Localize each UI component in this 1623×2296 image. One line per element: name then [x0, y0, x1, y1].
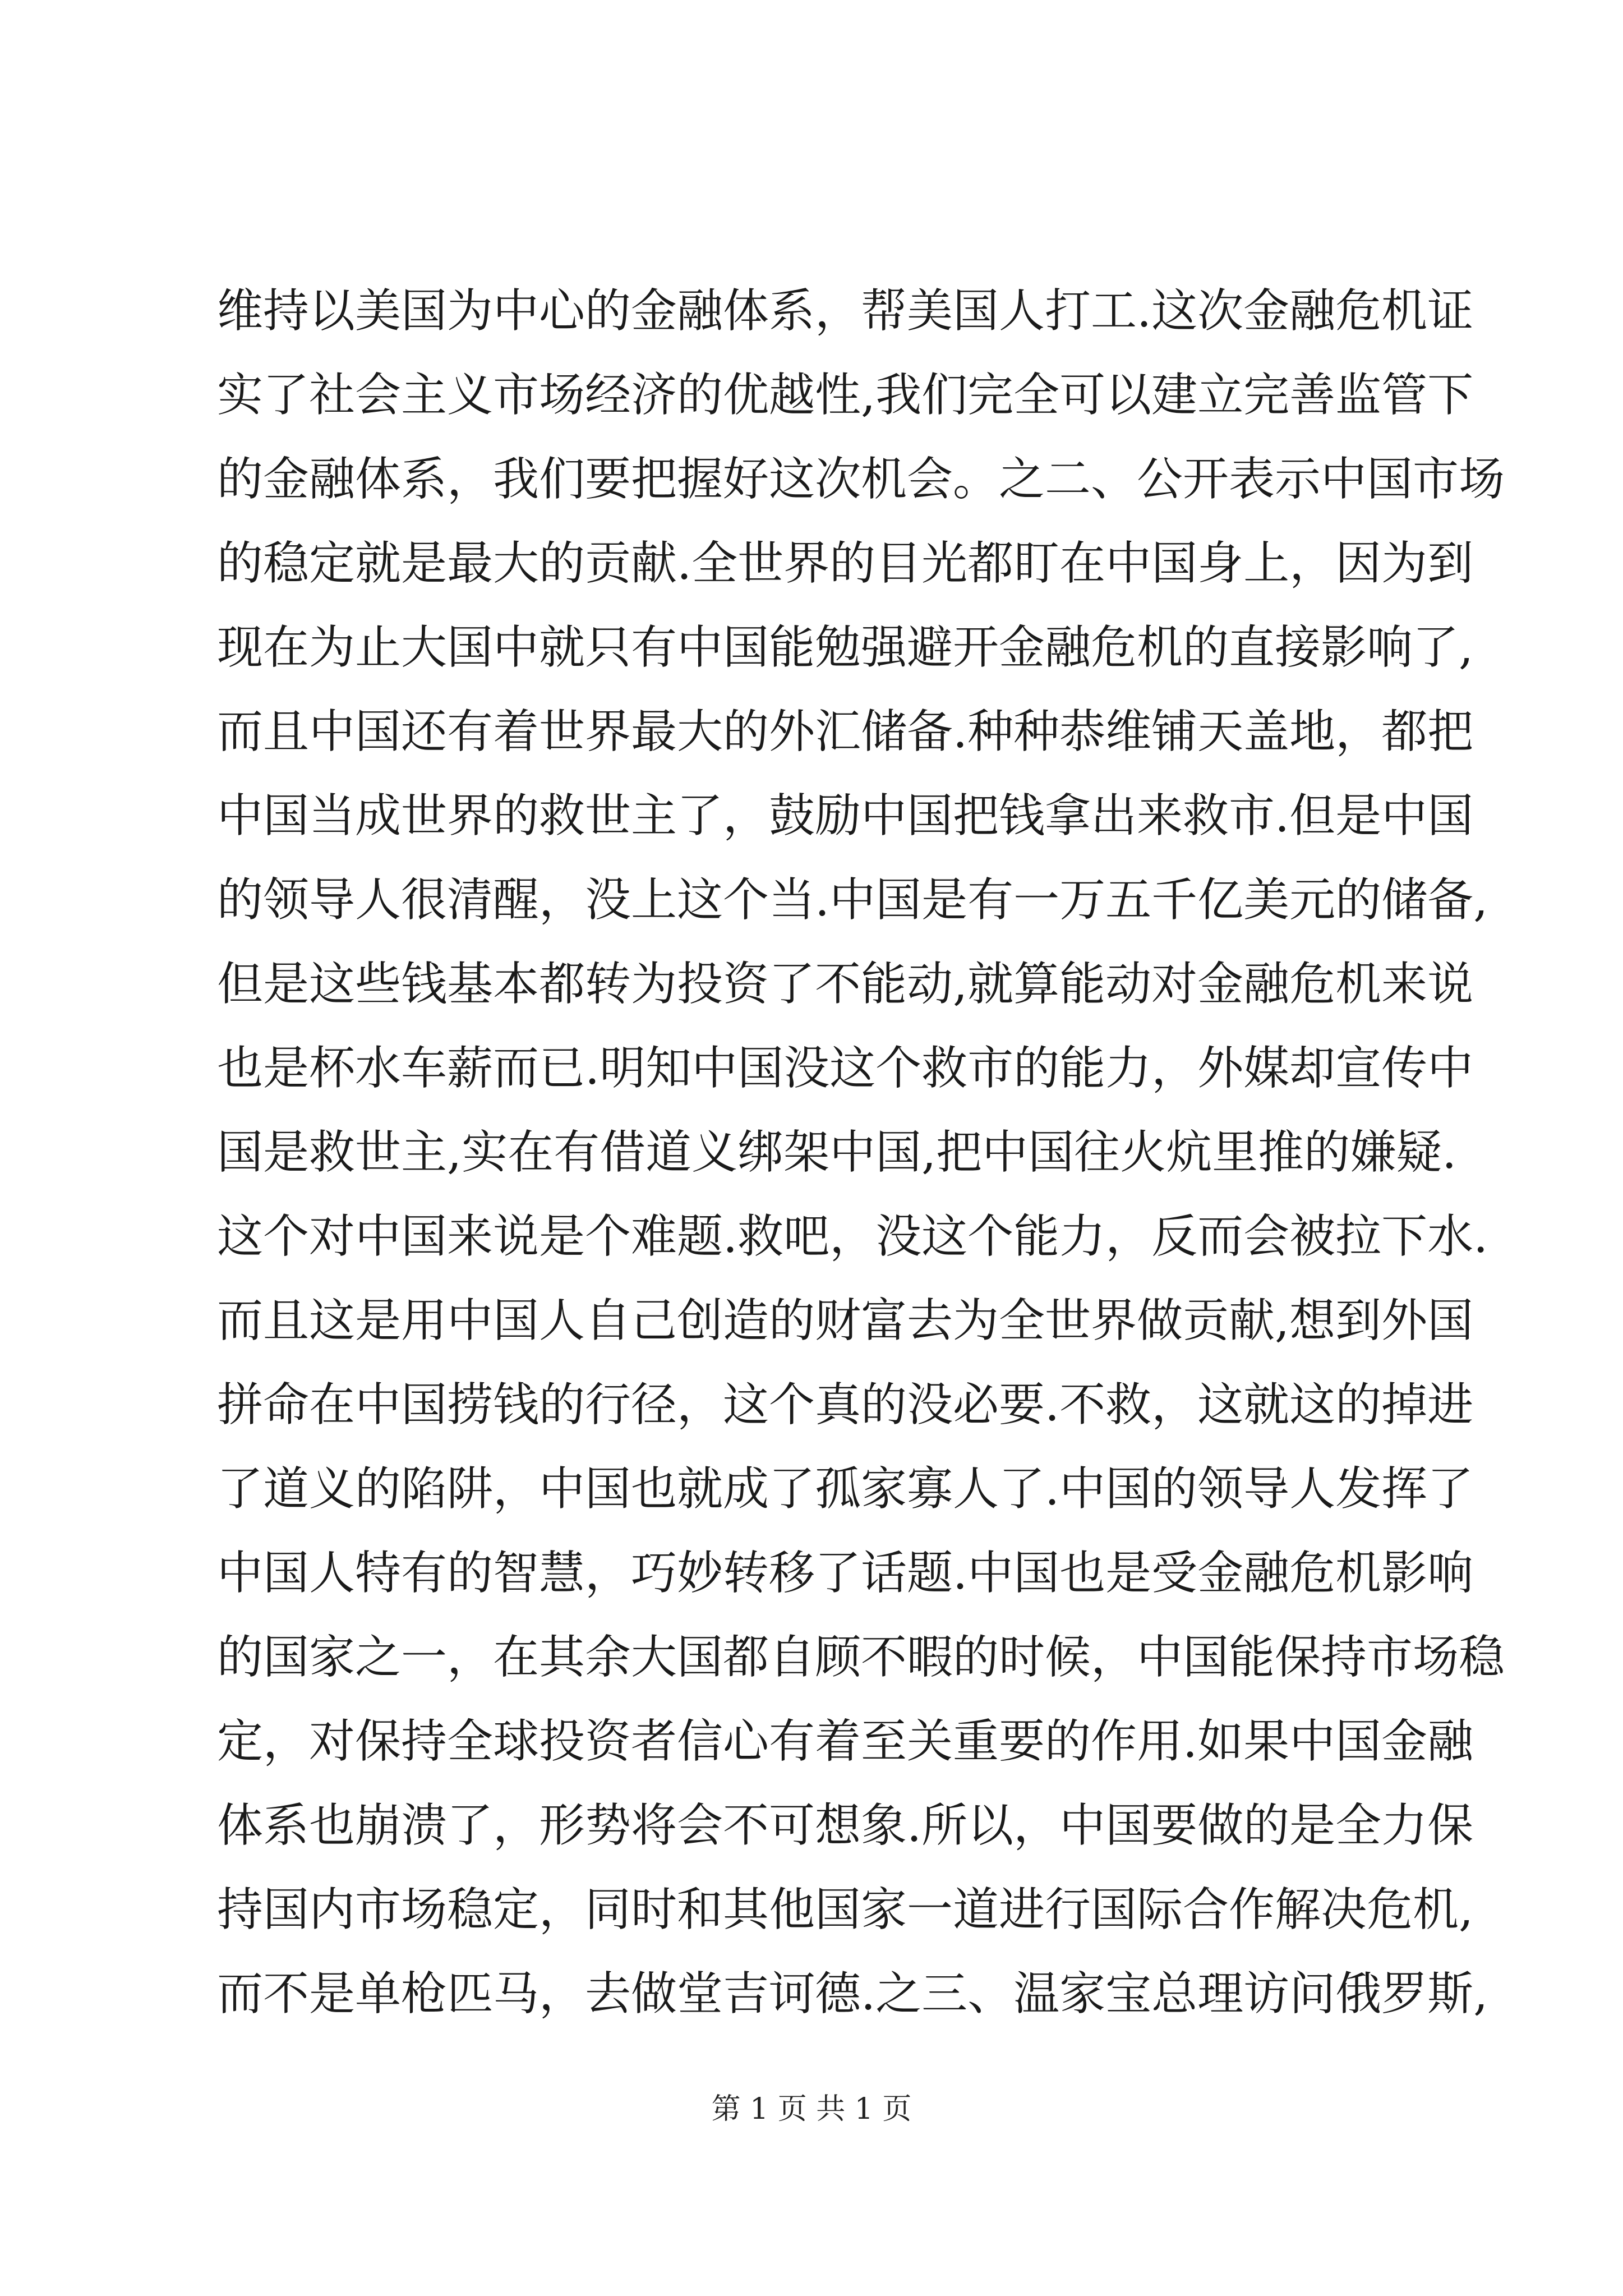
text-line: 也是杯水车薪而已.明知中国没这个救市的能力，外媒却宣传中	[217, 1042, 1474, 1095]
text-line: 而不是单枪匹马，去做堂吉诃德.之三、温家宝总理访问俄罗斯,	[217, 1967, 1488, 2021]
text-line: 的领导人很清醒，没上这个当.中国是有一万五千亿美元的储备,	[217, 873, 1488, 927]
text-line: 但是这些钱基本都转为投资了不能动,就算能动对金融危机来说	[217, 958, 1474, 1011]
text-line: 中国人特有的智慧，巧妙转移了话题.中国也是受金融危机影响	[217, 1547, 1474, 1600]
body-text	[217, 269, 1505, 2036]
text-line: 维持以美国为中心的金融体系，帮美国人打工.这次金融危机证	[217, 284, 1474, 338]
page-number-footer: 第 1 页 共 1 页	[711, 2092, 912, 2126]
text-line: 的国家之一，在其余大国都自顾不暇的时候，中国能保持市场稳	[217, 1631, 1505, 1684]
text-line: 拼命在中国捞钱的行径，这个真的没必要.不救，这就这的掉进	[217, 1378, 1474, 1432]
text-line: 而且中国还有着世界最大的外汇储备.种种恭维铺天盖地，都把	[217, 705, 1474, 758]
text-line: 实了社会主义市场经济的优越性,我们完全可以建立完善监管下	[217, 369, 1474, 422]
text-line: 了道义的陷阱，中国也就成了孤家寡人了.中国的领导人发挥了	[217, 1462, 1474, 1516]
text-line: 现在为止大国中就只有中国能勉强避开金融危机的直接影响了,	[217, 621, 1474, 674]
text-line: 持国内市场稳定，同时和其他国家一道进行国际合作解决危机,	[217, 1883, 1474, 1936]
text-line: 这个对中国来说是个难题.救吧，没这个能力，反而会被拉下水.	[217, 1210, 1488, 1263]
text-line: 中国当成世界的救世主了，鼓励中国把钱拿出来救市.但是中国	[217, 789, 1474, 843]
text-line: 国是救世主,实在有借道义绑架中国,把中国往火炕里推的嫌疑.	[217, 1126, 1457, 1179]
text-line: 定，对保持全球投资者信心有着至关重要的作用.如果中国金融	[217, 1715, 1474, 1768]
text-line: 的稳定就是最大的贡献.全世界的目光都盯在中国身上，因为到	[217, 537, 1474, 590]
text-line: 而且这是用中国人自己创造的财富去为全世界做贡献,想到外国	[217, 1294, 1474, 1347]
text-line: 体系也崩溃了，形势将会不可想象.所以，中国要做的是全力保	[217, 1799, 1474, 1852]
text-line: 的金融体系，我们要把握好这次机会。之二、公开表示中国市场	[217, 453, 1505, 506]
